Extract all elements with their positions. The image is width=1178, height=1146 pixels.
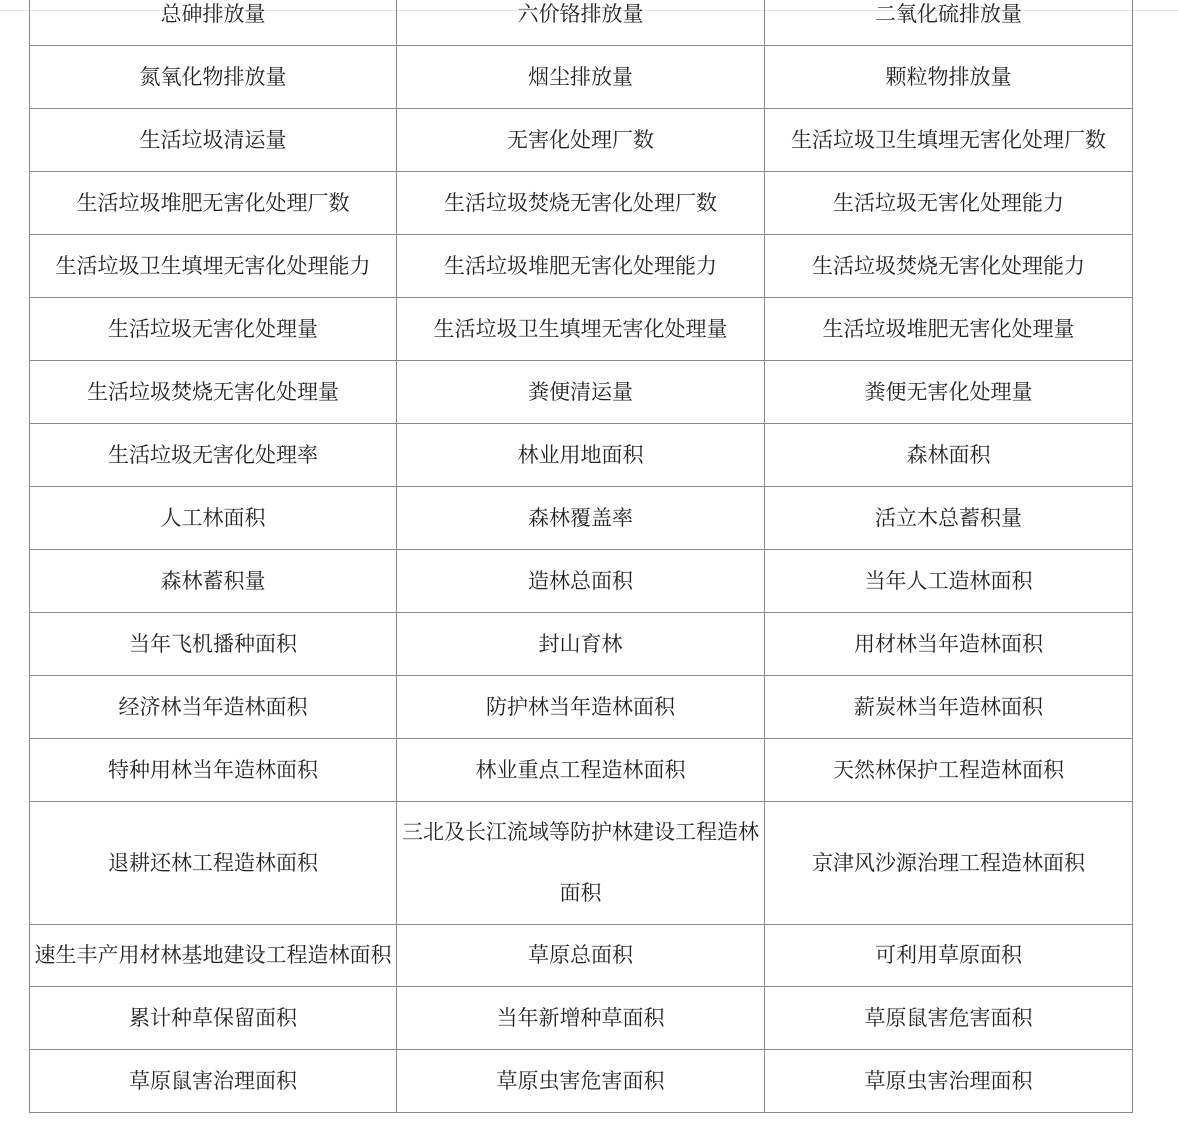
table-row: [30, 424, 1133, 487]
table-cell: 当年人工造林面积: [765, 550, 1133, 613]
table-row: [30, 987, 1133, 1050]
table-row: [30, 676, 1133, 739]
table-cell: 生活垃圾卫生填埋无害化处理量: [397, 298, 765, 361]
table-cell: 颗粒物排放量: [765, 46, 1133, 109]
table-cell: 薪炭林当年造林面积: [765, 676, 1133, 739]
table-cell: 封山育林: [397, 613, 765, 676]
table-cell: 总砷排放量: [30, 0, 397, 46]
table-cell: 生活垃圾卫生填埋无害化处理能力: [30, 235, 397, 298]
table-cell: 生活垃圾堆肥无害化处理厂数: [30, 172, 397, 235]
table-cell: 烟尘排放量: [397, 46, 765, 109]
table-cell: 生活垃圾无害化处理能力: [765, 172, 1133, 235]
table-cell: 生活垃圾无害化处理量: [30, 298, 397, 361]
table-cell: 生活垃圾焚烧无害化处理量: [30, 361, 397, 424]
table-cell: 六价铬排放量: [397, 0, 765, 46]
table-cell: 森林面积: [765, 424, 1133, 487]
table-cell: 生活垃圾无害化处理率: [30, 424, 397, 487]
table-cell: 二氧化硫排放量: [765, 0, 1133, 46]
table-cell: 经济林当年造林面积: [30, 676, 397, 739]
table-cell: 用材林当年造林面积: [765, 613, 1133, 676]
table-row: [30, 298, 1133, 361]
table-cell: 森林覆盖率: [397, 487, 765, 550]
table-cell: 当年飞机播种面积: [30, 613, 397, 676]
table-cell: 草原鼠害治理面积: [30, 1050, 397, 1113]
table-row: [30, 172, 1133, 235]
table-row: [30, 46, 1133, 109]
table-cell: 三北及长江流域等防护林建设工程造林面积: [397, 802, 765, 925]
table-cell: 草原虫害危害面积: [397, 1050, 765, 1113]
table-cell: 生活垃圾焚烧无害化处理能力: [765, 235, 1133, 298]
table-row: [30, 0, 1133, 46]
table-cell: 森林蓄积量: [30, 550, 397, 613]
table-cell: 林业用地面积: [397, 424, 765, 487]
table-row: [30, 361, 1133, 424]
table-row: [30, 613, 1133, 676]
table-cell: 可利用草原面积: [765, 925, 1133, 987]
table-cell: 特种用林当年造林面积: [30, 739, 397, 802]
table-cell: 生活垃圾堆肥无害化处理量: [765, 298, 1133, 361]
table-row: [30, 487, 1133, 550]
table-cell: 生活垃圾堆肥无害化处理能力: [397, 235, 765, 298]
table-cell: 活立木总蓄积量: [765, 487, 1133, 550]
table-row: [30, 1050, 1133, 1113]
table-cell: 氮氧化物排放量: [30, 46, 397, 109]
table-cell: 粪便清运量: [397, 361, 765, 424]
table-cell: 草原鼠害危害面积: [765, 987, 1133, 1050]
table-cell: 林业重点工程造林面积: [397, 739, 765, 802]
table-cell: 无害化处理厂数: [397, 109, 765, 172]
table-row: [30, 802, 1133, 925]
table-cell: 粪便无害化处理量: [765, 361, 1133, 424]
table-cell: 累计种草保留面积: [30, 987, 397, 1050]
table-container: [29, 0, 1133, 1113]
table-cell: 草原虫害治理面积: [765, 1050, 1133, 1113]
table-cell: 防护林当年造林面积: [397, 676, 765, 739]
table-cell: 当年新增种草面积: [397, 987, 765, 1050]
table-cell: 生活垃圾清运量: [30, 109, 397, 172]
table-cell: 草原总面积: [397, 925, 765, 987]
table-cell: 退耕还林工程造林面积: [30, 802, 397, 925]
table-row: [30, 925, 1133, 987]
table-row: [30, 235, 1133, 298]
table-cell: 天然林保护工程造林面积: [765, 739, 1133, 802]
table-cell: 速生丰产用材林基地建设工程造林面积: [30, 925, 397, 987]
table-cell: 生活垃圾焚烧无害化处理厂数: [397, 172, 765, 235]
table-row: [30, 550, 1133, 613]
table-row: [30, 739, 1133, 802]
indicator-table: [29, 0, 1133, 1113]
table-row: [30, 109, 1133, 172]
table-cell: 人工林面积: [30, 487, 397, 550]
table-cell: 造林总面积: [397, 550, 765, 613]
table-cell: 生活垃圾卫生填埋无害化处理厂数: [765, 109, 1133, 172]
table-cell: 京津风沙源治理工程造林面积: [765, 802, 1133, 925]
